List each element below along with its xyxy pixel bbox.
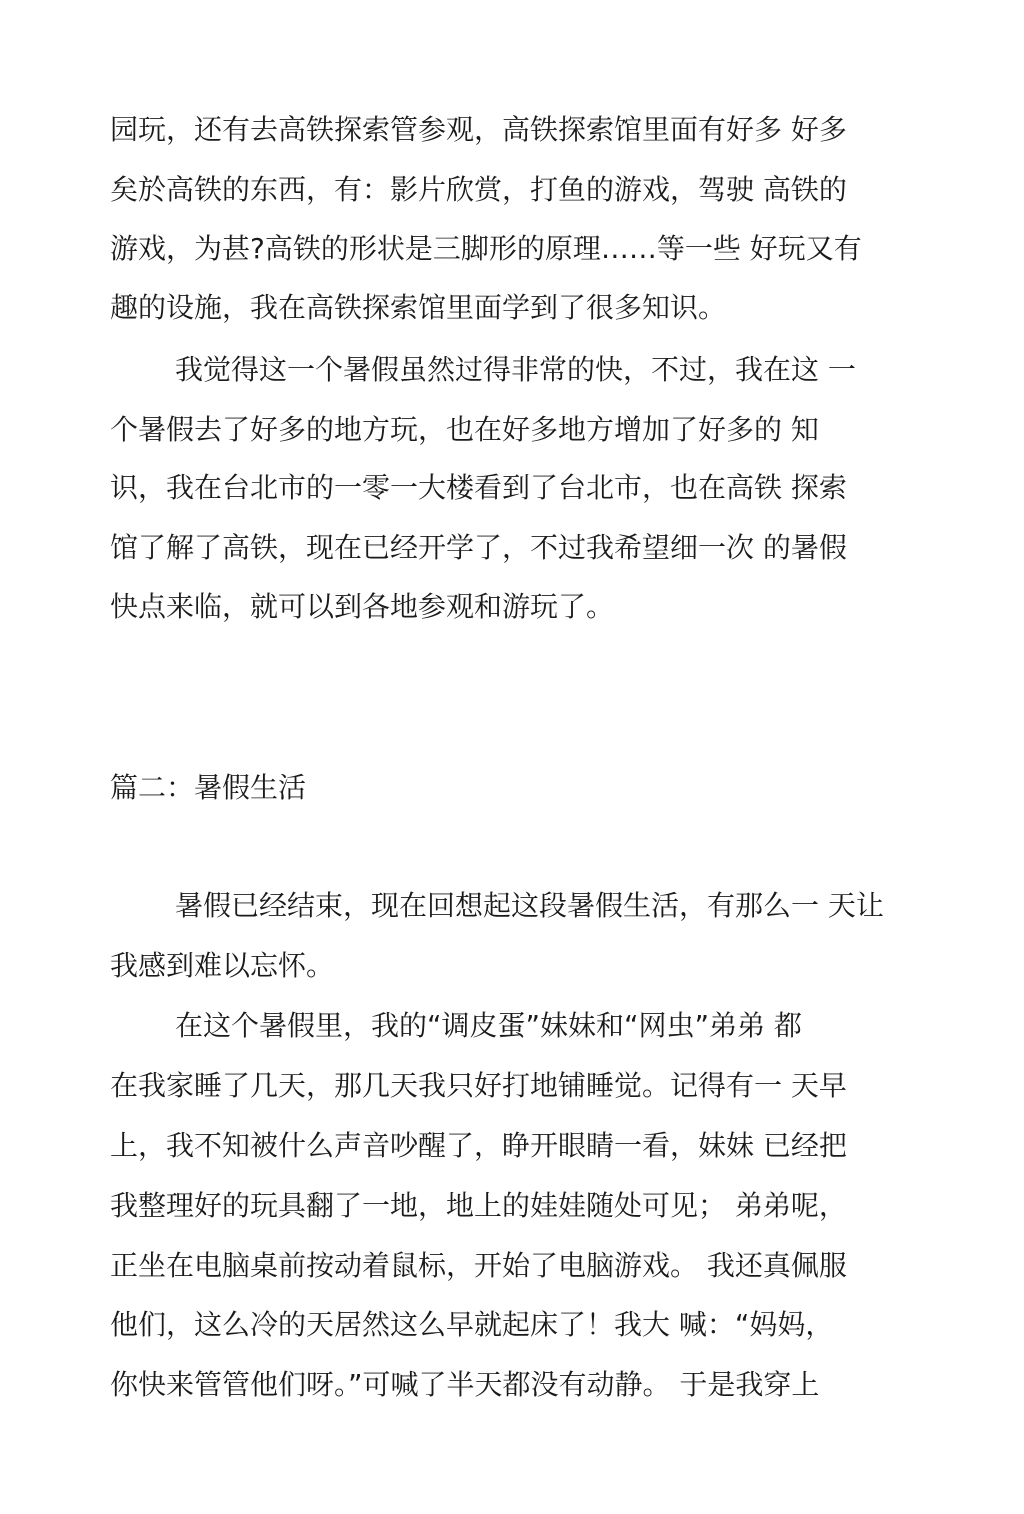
text-line: 馆了解了高铁，现在已经开学了，不过我希望细一次 的暑假	[110, 531, 847, 564]
section-title: 篇二：暑假生活	[110, 771, 307, 804]
paragraph-first-line: 我觉得这一个暑假虽然过得非常的快，不过，我在这 一	[175, 353, 856, 386]
text-line: 园玩，还有去高铁探索管参观，高铁探索馆里面有好多 好多	[110, 113, 847, 146]
text-line: 矣於高铁的东西，有：影片欣赏，打鱼的游戏，驾驶 高铁的	[110, 173, 847, 206]
text-line: 个暑假去了好多的地方玩，也在好多地方增加了好多的 知	[110, 413, 819, 446]
text-line: 我感到难以忘怀。	[110, 949, 335, 982]
text-line: 我整理好的玩具翻了一地，地上的娃娃随处可见； 弟弟呢，	[110, 1189, 847, 1222]
text-line: 游戏，为甚?高铁的形状是三脚形的原理……等一些 好玩又有	[110, 232, 862, 265]
text-line: 在我家睡了几天，那几天我只好打地铺睡觉。记得有一 天早	[110, 1069, 847, 1102]
text-line: 识，我在台北市的一零一大楼看到了台北市，也在高铁 探索	[110, 471, 847, 504]
text-line: 正坐在电脑桌前按动着鼠标，开始了电脑游戏。 我还真佩服	[110, 1249, 847, 1282]
paragraph-first-line: 在这个暑假里，我的“调皮蛋”妹妹和“网虫”弟弟 都	[175, 1009, 802, 1042]
paragraph-first-line: 暑假已经结束，现在回想起这段暑假生活，有那么一 天让	[175, 889, 884, 922]
text-line: 快点来临，就可以到各地参观和游玩了。	[110, 590, 615, 623]
text-line: 你快来管管他们呀。”可喊了半天都没有动静。 于是我穿上	[110, 1368, 820, 1401]
text-line: 他们，这么冷的天居然这么早就起床了！我大 喊：“妈妈，	[110, 1308, 834, 1341]
text-line: 趣的设施，我在高铁探索馆里面学到了很多知识。	[110, 291, 727, 324]
text-line: 上，我不知被什么声音吵醒了，睁开眼睛一看，妹妹 已经把	[110, 1129, 847, 1162]
